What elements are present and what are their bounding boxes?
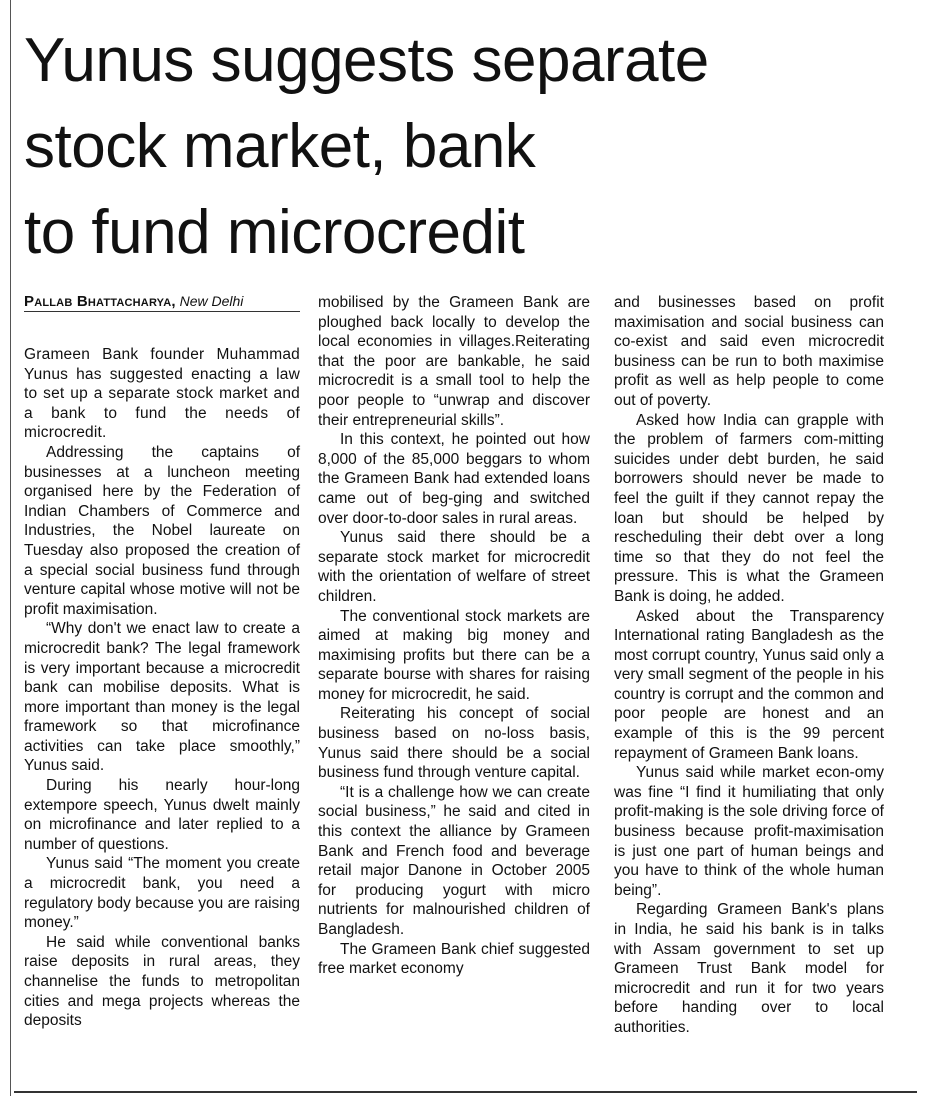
paragraph: Addressing the captains of businesses at a luncheon meeting organised here by the Federation of Indian Chambers of Commerce and Industries, the Nobel laureate on Tuesday also proposed the creation of a special social business fund through venture capital whose motive will not be profit maximisation.: [24, 443, 300, 618]
paragraph: Reiterating his concept of social business based on no-loss basis, Yunus said there should be a social business fund through venture capital.: [318, 705, 590, 782]
headline: [24, 18, 914, 276]
paragraph: Regarding Grameen Bank's plans in India, he said his bank is in talks with Assam government to set up Grameen Trust Bank model for microcredit and run it for two years before handing over to local authorities.: [614, 901, 884, 1036]
column-1-body: [24, 345, 300, 1031]
byline-place: New Delhi: [179, 293, 244, 309]
paragraph: “Why don't we enact law to create a microcredit bank? The legal framework is very important because a microcredit bank can mobilise deposits. What is more important than money is the legal framework so that microfinance activities can take place smoothly,” Yunus said.: [24, 620, 300, 775]
paragraph: Yunus said there should be a separate stock market for microcredit with the orientation of welfare of street children.: [318, 529, 590, 605]
article-column-2: [318, 293, 590, 979]
paragraph: In this context, he pointed out how 8,000 of the 85,000 beggars to whom the Grameen Bank had extended loans came out of beg-ging and switched over door-to-door sales in rural areas.: [318, 431, 590, 527]
headline-line-2: stock market, bank: [24, 112, 536, 181]
paragraph: He said while conventional banks raise deposits in rural areas, they channelise the funds to metropolitan cities and mega projects whereas the deposits: [24, 933, 300, 1030]
paragraph: Asked about the Transparency International rating Bangladesh as the most corrupt country, Yunus said only a very small segment of the people in his country is corrupt and the common and poor people are honest and an example of this is the 99 percent repayment of Grameen Bank loans.: [614, 607, 884, 762]
paragraph: “It is a challenge how we can create social business,” he said and cited in this context the alliance by Grameen Bank and French food and beverage retail major Danone in October 2005 for producing yogurt with micro nutrients for malnourished children of Bangladesh.: [318, 783, 590, 938]
paragraph: The Grameen Bank chief suggested free market economy: [318, 940, 590, 978]
paragraph: Yunus said “The moment you create a microcredit bank, you need a regulatory body because you are raising money.”: [24, 855, 300, 932]
paragraph: Asked how India can grapple with the problem of farmers com-mitting suicides under debt burden, he said borrowers should never be made to feel the guilt if they cannot repay the loan but should be helped by rescheduling their debt over a long time so that they do not feel the pressure. This is what the Grameen Bank is doing, he added.: [614, 411, 884, 605]
paragraph: mobilised by the Grameen Bank are ploughed back locally to develop the local economies in villages.Reiterating that the poor are bankable, he said microcredit is a small tool to help the poor people to “unwrap and discover their entrepreneurial skills”.: [318, 294, 590, 429]
byline: [24, 293, 300, 312]
paragraph: and businesses based on profit maximisation and social business can co-exist and said even microcredit business can be run to both maximise profit as well as help people to come out of poverty.: [614, 294, 884, 409]
paragraph: The conventional stock markets are aimed at making big money and maximising profits but there can be a separate bourse with shares for raising money for microcredit, he said.: [318, 607, 590, 703]
article-column-3: [614, 293, 884, 1038]
bottom-rule: [14, 1091, 917, 1093]
left-column-rule: [10, 0, 11, 1096]
headline-line-1: Yunus suggests separate: [24, 26, 709, 95]
byline-author: Pallab Bhattacharya,: [24, 293, 176, 310]
paragraph: Yunus said while market econ-omy was fine “I find it humiliating that only profit-making is the sole driving force of business because profit-maximisation is just one part of human beings and you have to think of the whole human being”.: [614, 764, 884, 899]
paragraph: During his nearly hour-long extempore speech, Yunus dwelt mainly on microfinance and later replied to a number of questions.: [24, 777, 300, 853]
article-column-1: [24, 293, 300, 1031]
headline-line-3: to fund microcredit: [24, 198, 525, 267]
paragraph: Grameen Bank founder Muhammad Yunus has suggested enacting a law to set up a separate stock market and a bank to fund the needs of microcredit.: [24, 346, 300, 442]
